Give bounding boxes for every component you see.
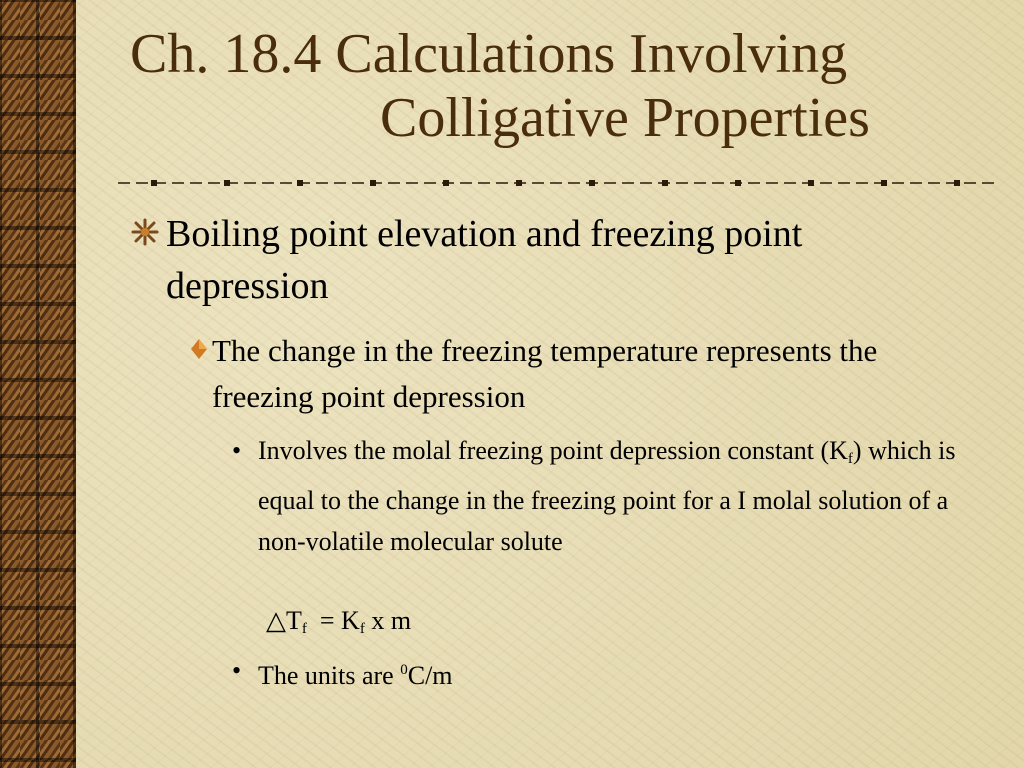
bullet-level-3-kf: [258, 430, 998, 562]
bullet-level-3-units: [258, 650, 998, 696]
formula-rest: x m: [364, 606, 412, 635]
units-superscript: 0: [400, 662, 408, 678]
formula-t-subscript: f: [301, 621, 307, 637]
bullet-dot: •: [232, 656, 242, 685]
kf-text-before: Involves the molal freezing point depression constant (K: [258, 436, 848, 465]
diamond-bullet-icon: [190, 338, 208, 360]
kf-text-after: ) which is equal to the change in the freezing point for a I molal solution of a non-volatile molecular solute: [258, 436, 956, 556]
bullet-level-2: The change in the freezing temperature represents the freezing point depression: [212, 333, 878, 414]
sparkle-bullet-icon: [131, 218, 159, 246]
delta-symbol: △: [266, 606, 286, 635]
freezing-point-formula: [266, 600, 411, 650]
kf-subscript: f: [847, 451, 853, 467]
title-line-2: Colligative Properties: [380, 87, 870, 149]
formula-t: T: [286, 606, 302, 635]
units-text-before: The units are: [258, 661, 401, 690]
title-line-1: Ch. 18.4 Calculations Involving: [130, 23, 848, 85]
bullet-dot: •: [232, 436, 242, 465]
formula-equals-k: = K: [306, 606, 360, 635]
formula-k-subscript: f: [359, 621, 365, 637]
bullet-level-1: Boiling point elevation and freezing point depression: [166, 213, 803, 307]
units-text-after: C/m: [407, 661, 453, 690]
